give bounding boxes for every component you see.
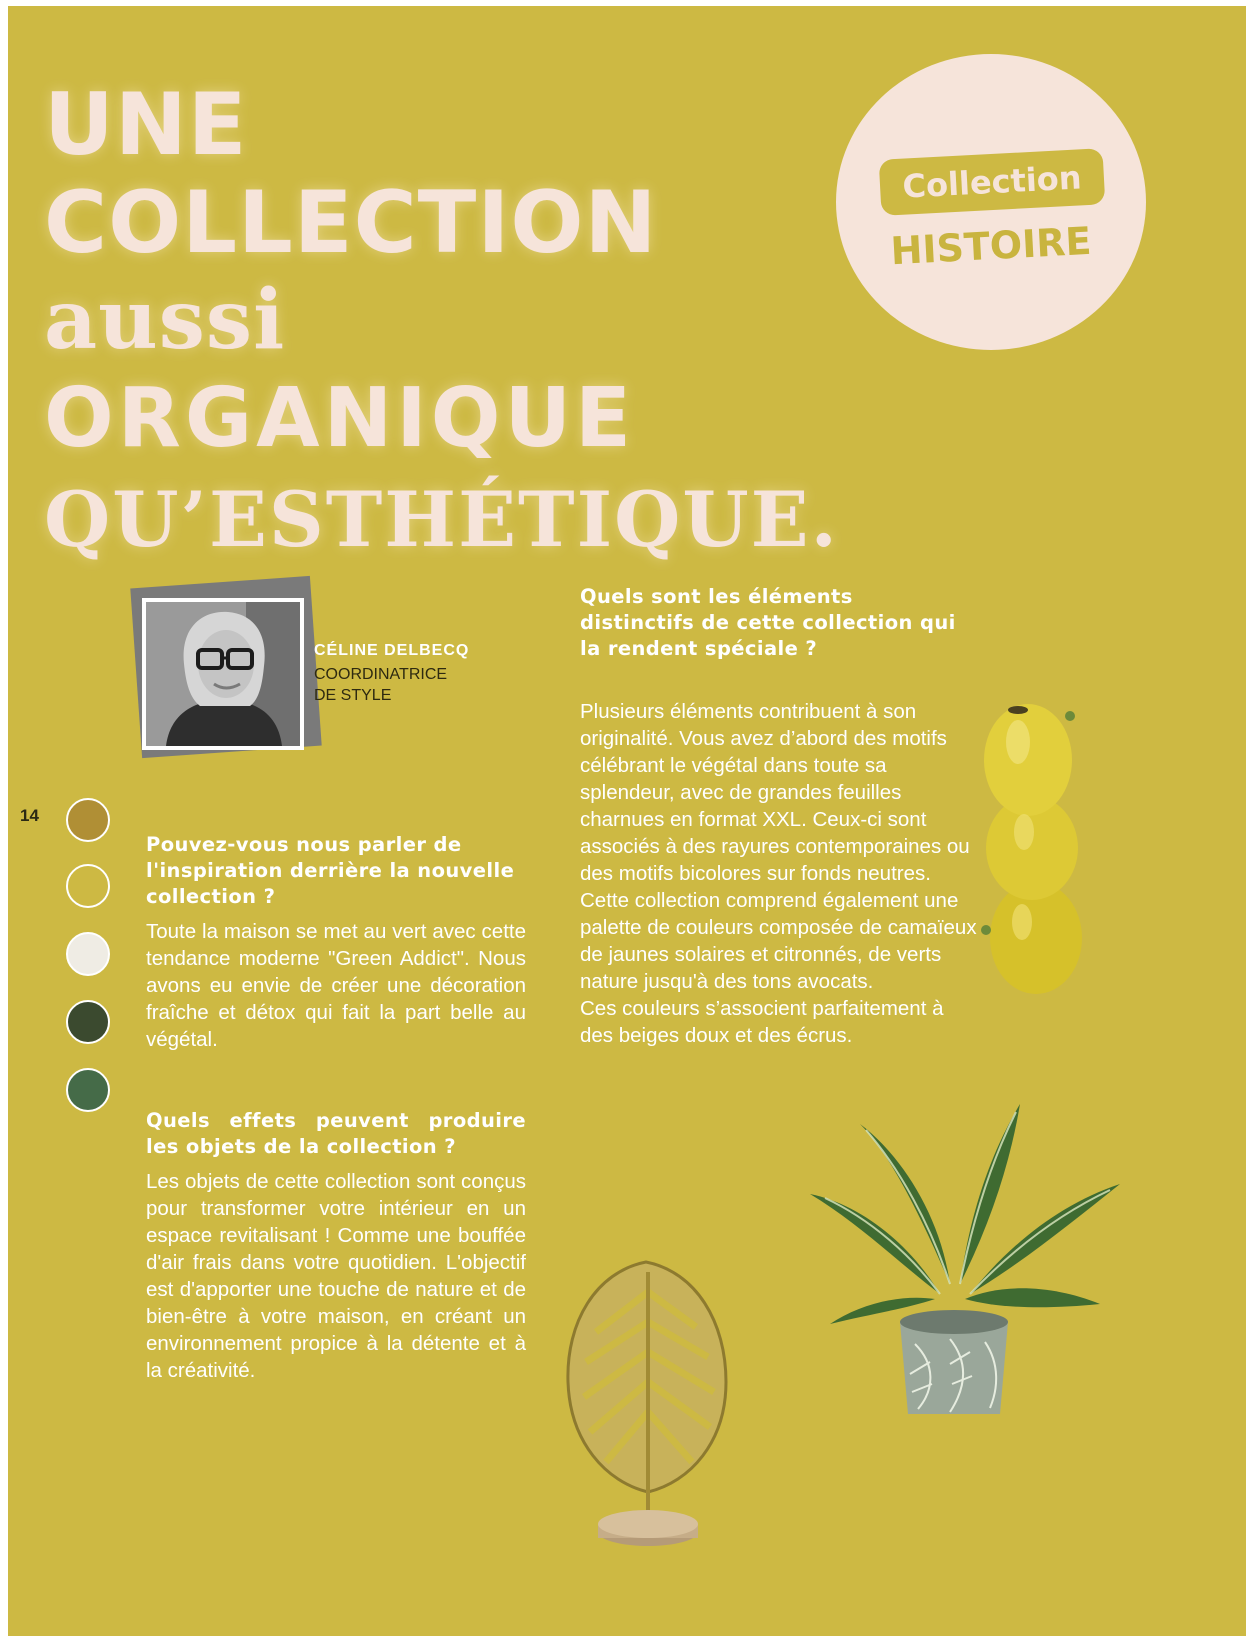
swatch-ochre: [66, 798, 110, 842]
badge-pill: Collection: [879, 148, 1106, 216]
swatch-forest-green: [66, 1068, 110, 1112]
headline: [44, 76, 839, 570]
answer-distinctive-p1: Plusieurs éléments contribuent à son originalité. Vous avez d’abord des motifs célébrant le végétal dans toute sa splendeur, avec de grandes feuilles charnues en format XXL. Ceux-ci sont associés à des rayures contemporaines ou des motifs bicolores sur fonds neutres. Cette collection comprend également une palette de couleurs composée de camaïeux de jaunes solaires et citronnés, de verts nature jusqu'à des tons avocats.: [580, 700, 977, 993]
swatch-dark-green: [66, 1000, 110, 1044]
headline-line-1: UNE: [44, 75, 248, 175]
question-effects: Quels effets peuvent produire les objets de la collection ?: [146, 1109, 526, 1158]
person-role: [314, 664, 494, 706]
headline-line-2: COLLECTION: [44, 173, 658, 273]
question-distinctive-elements: Quels sont les éléments distinctifs de cette collection qui la rendent spéciale ?: [580, 585, 956, 660]
swatch-ecru: [66, 932, 110, 976]
headline-line-5: [44, 470, 839, 570]
headline-line-5-text: QU’ESTHÉTIQUE.: [44, 475, 840, 564]
magazine-page: [8, 6, 1246, 1636]
person-role-line-1: COORDINATRICE: [314, 666, 448, 683]
answer-inspiration: Toute la maison se met au vert avec cette tendance moderne "Green Addict". Nous avons eu envie de créer une décoration fraîche et détox qui fait la part belle au végétal.: [146, 920, 526, 1051]
question-inspiration: Pouvez-vous nous parler de l'inspiration derrière la nouvelle collection ?: [146, 833, 515, 908]
answer-distinctive-p2: Ces couleurs s’associent parfaitement à des beiges doux et des écrus.: [580, 997, 944, 1047]
collection-badge: [836, 54, 1146, 350]
person-role-line-2: DE STYLE: [314, 687, 392, 704]
headline-line-3: aussi: [44, 272, 286, 368]
badge-title: HISTOIRE: [889, 218, 1093, 274]
lemon-vase-image: [978, 702, 1088, 1002]
person-name: CÉLINE DELBECQ: [314, 642, 470, 659]
gold-leaf-sculpture-image: [556, 1252, 736, 1552]
headline-line-4: ORGANIQUE: [44, 371, 636, 466]
swatch-mustard: [66, 864, 110, 908]
page-number: 14: [20, 806, 39, 825]
portrait-photo: [142, 598, 304, 750]
answer-effects: Les objets de cette collection sont conçus pour transformer votre intérieur en un espace revitalisant ! Comme une bouffée d'air frais dans votre quotidien. L'objectif est d'apporter une touche de nature et de bien-être à votre maison, en créant un environnement propice à la détente et à la créativité.: [146, 1170, 526, 1382]
potted-plant-image: [800, 1094, 1140, 1424]
answer-distinctive-elements: [580, 698, 980, 1049]
